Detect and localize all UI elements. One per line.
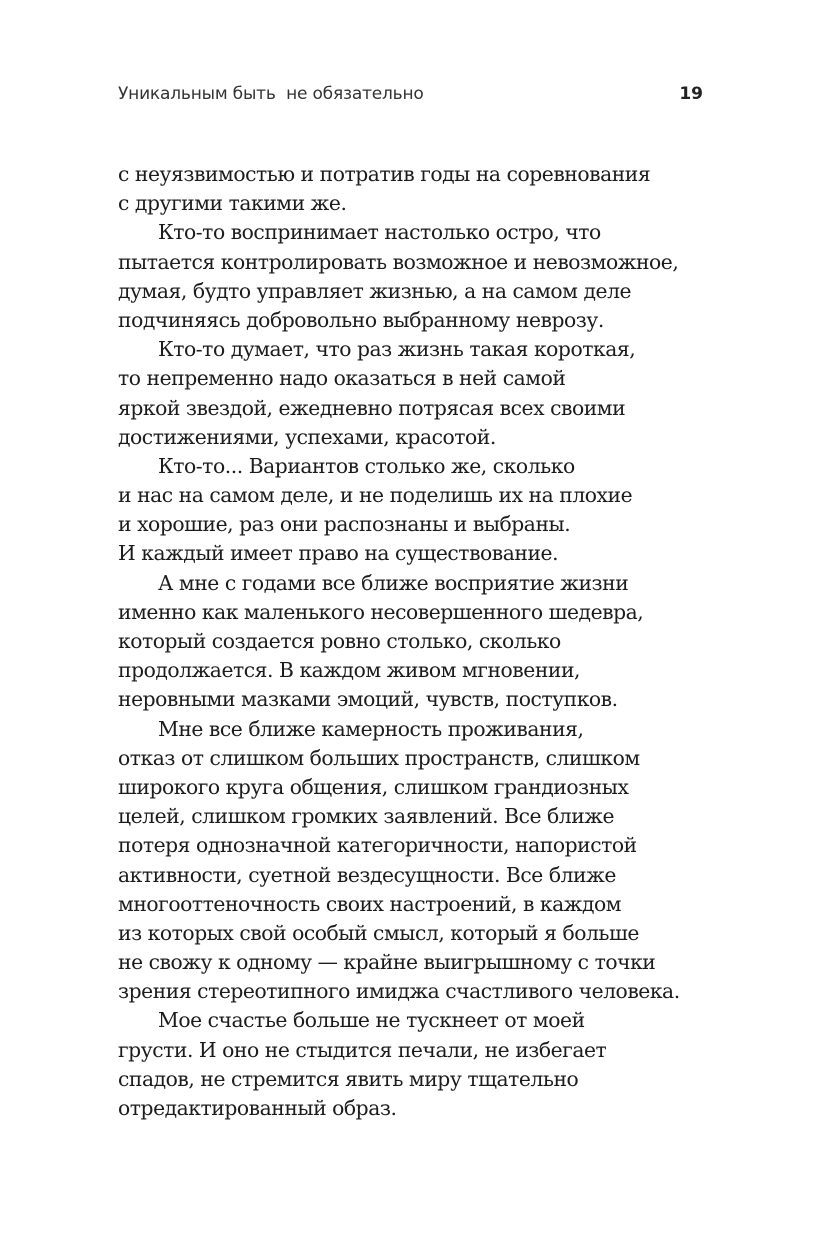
text-line: подчиняясь добровольно выбранному неврозу.: [118, 307, 604, 332]
text-line: то непременно надо оказаться в ней самой: [118, 366, 566, 391]
text-line: целей, слишком громких заявлений. Все ближе: [118, 804, 615, 829]
text-line: пытается контролировать возможное и невозможное,: [118, 249, 679, 274]
text-line: А мне с годами все ближе восприятие жизни: [158, 570, 629, 595]
text-line: с другими такими же.: [118, 191, 347, 216]
text-line: спадов, не стремится явить миру тщательно: [118, 1066, 579, 1091]
text-line: именно как маленького несовершенного шедевра,: [118, 599, 644, 624]
text-line: многооттеночность своих настроений, в каждом: [118, 891, 622, 916]
page-number: 19: [679, 84, 703, 104]
text-line: Кто-то... Вариантов столько же, сколько: [158, 453, 575, 478]
text-line: и хорошие, раз они распознаны и выбраны.: [118, 512, 571, 537]
text-line: И каждый имеет право на существование.: [118, 541, 559, 566]
text-line: грусти. И оно не стыдится печали, не избегает: [118, 1037, 607, 1062]
text-line: не свожу к одному — крайне выигрышному с точки: [118, 950, 656, 975]
text-line: неровными мазками эмоций, чувств, поступков.: [118, 687, 618, 712]
text-line: зрения стереотипного имиджа счастливого человека.: [118, 979, 680, 1004]
text-line: активности, суетной вездесущности. Все ближе: [118, 862, 616, 887]
text-line: и нас на самом деле, и не поделишь их на плохие: [118, 483, 633, 508]
text-line: достижениями, успехами, красотой.: [118, 424, 496, 449]
text-line: думая, будто управляет жизнью, а на самом деле: [118, 278, 632, 303]
text-line: широкого круга общения, слишком грандиозных: [118, 774, 629, 799]
text-line: из которых свой особый смысл, который я больше: [118, 920, 639, 945]
text-line: Мое счастье больше не тускнеет от моей: [158, 1008, 585, 1033]
text-line: продолжается. В каждом живом мгновении,: [118, 658, 581, 683]
text-line: яркой звездой, ежедневно потрясая всех своими: [118, 395, 626, 420]
body-text: [118, 160, 718, 1123]
text-line: Мне все ближе камерность проживания,: [158, 716, 584, 741]
text-line: с неуязвимостью и потратив годы на соревнования: [118, 162, 651, 186]
text-line: отредактированный образ.: [118, 1096, 397, 1120]
text-line: потеря однозначной категоричности, напористой: [118, 833, 637, 858]
text-line: который создается ровно столько, сколько: [118, 629, 561, 653]
page-header: [118, 84, 703, 108]
text-line: отказ от слишком больших пространств, слишком: [118, 745, 640, 770]
running-title: Уникальным быть не обязательно: [118, 84, 424, 104]
text-line: Кто-то думает, что раз жизнь такая короткая,: [158, 337, 636, 362]
text-line: Кто-то воспринимает настолько остро, что: [158, 220, 601, 245]
